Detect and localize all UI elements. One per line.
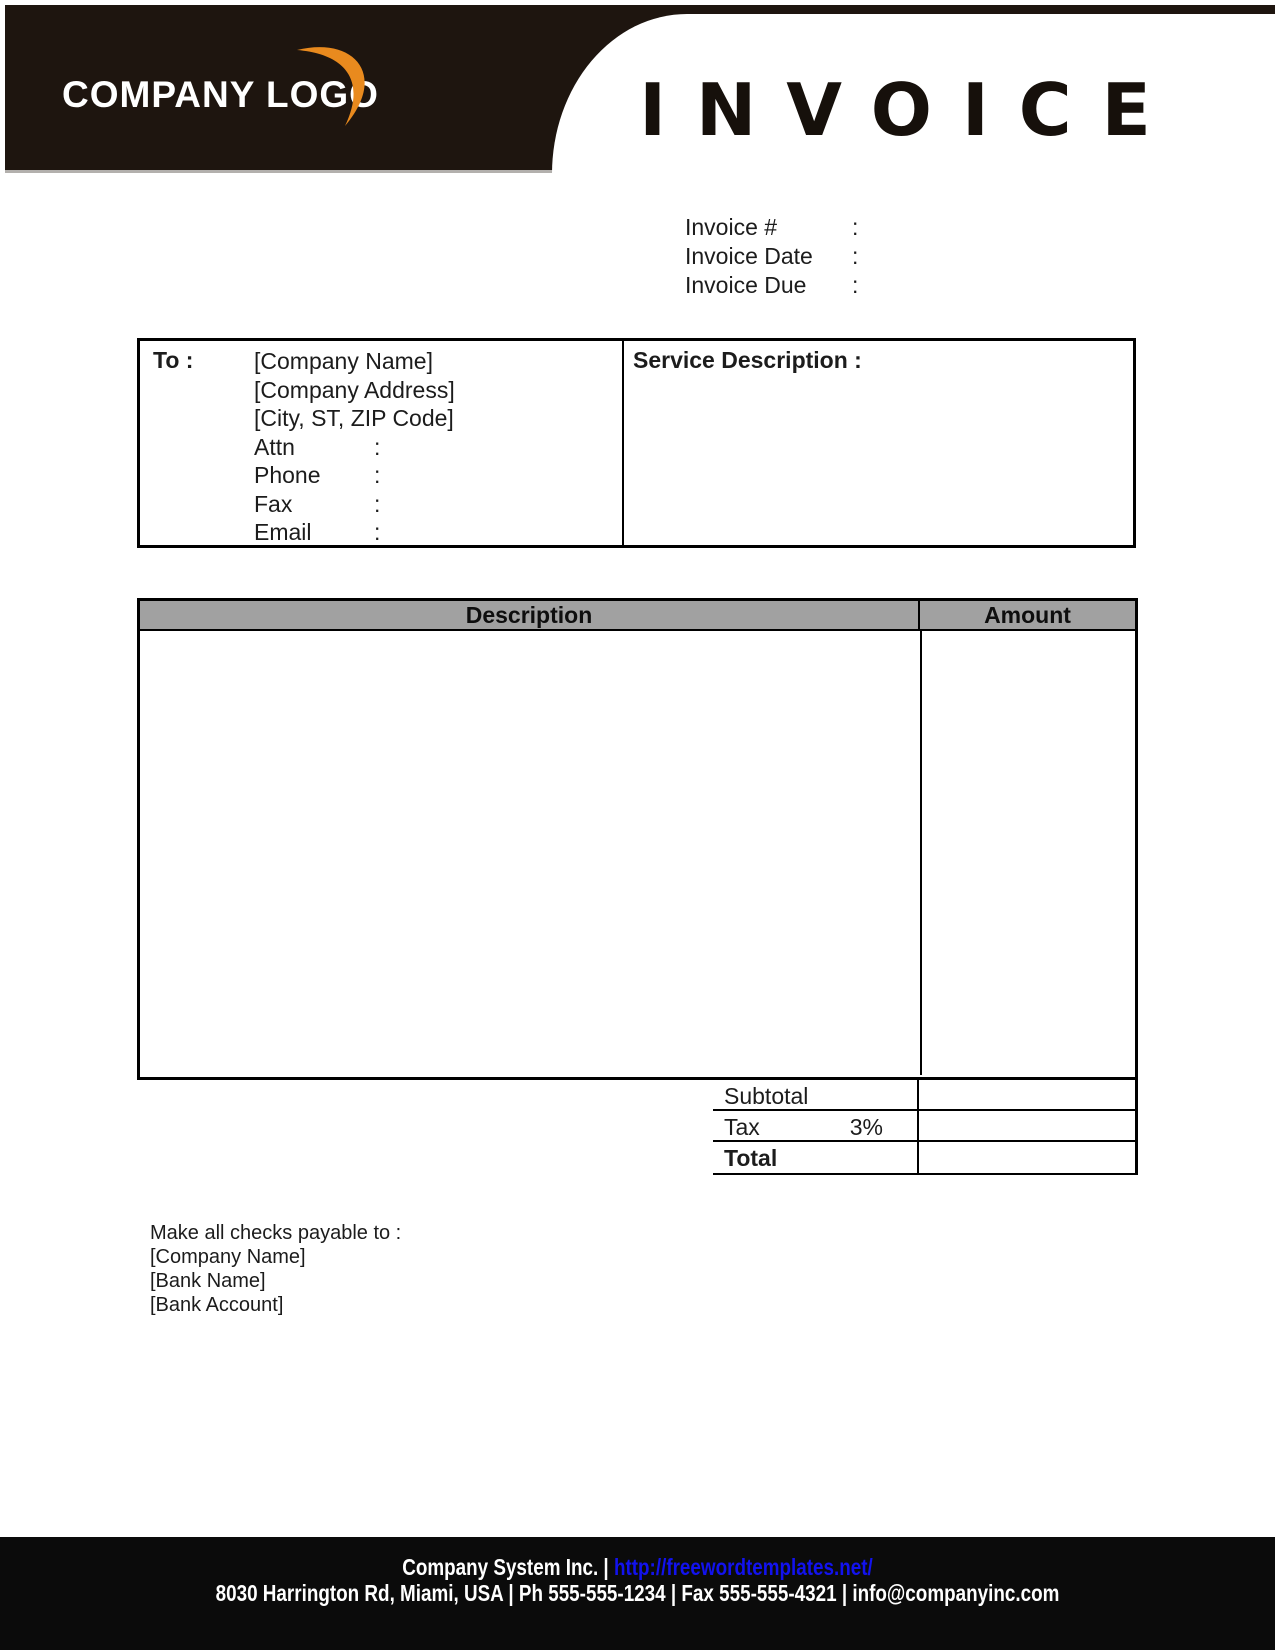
tax-label: Tax <box>724 1114 760 1140</box>
email-label: Email <box>254 519 312 545</box>
service-description-label: Service Description : <box>633 347 862 373</box>
tax-label-cell <box>713 1111 917 1140</box>
tax-rate: 3% <box>849 1114 883 1140</box>
phone-label: Phone <box>254 462 321 488</box>
recipient-company-address[interactable]: [Company Address] <box>254 376 455 403</box>
invoice-title: INVOICE <box>639 68 1181 152</box>
attn-label: Attn <box>254 433 295 460</box>
to-label: To : <box>153 347 194 373</box>
footer-line-2: 8030 Harrington Rd, Miami, USA | Ph 555-555-1234 | Fax 555-555-4321 | info@companyinc.com <box>215 1580 1060 1606</box>
invoice-date-row <box>685 242 858 271</box>
recipient-city-state-zip[interactable]: [City, ST, ZIP Code] <box>254 405 454 431</box>
attn-row <box>254 433 455 462</box>
subtotal-label: Subtotal <box>724 1083 809 1109</box>
subtotal-label-cell <box>713 1080 917 1109</box>
payee-bank-name: [Bank Name] <box>150 1270 266 1292</box>
separator: : <box>374 433 381 460</box>
description-column-header: Description <box>140 601 920 629</box>
fax-label: Fax <box>254 490 293 517</box>
email-row <box>254 518 455 547</box>
recipient-company-name[interactable]: [Company Name] <box>254 348 433 374</box>
invoice-number-label: Invoice # <box>685 214 778 240</box>
total-row <box>713 1142 1138 1175</box>
subtotal-value[interactable] <box>917 1080 1138 1109</box>
total-label: Total <box>724 1145 778 1171</box>
phone-row <box>254 461 455 490</box>
recipient-box <box>137 338 1136 548</box>
separator: : <box>374 519 381 545</box>
checks-payable-heading: Make all checks payable to : <box>150 1222 402 1244</box>
footer-line-1 <box>115 1554 1161 1580</box>
separator: : <box>852 243 859 269</box>
subtotal-row <box>713 1080 1138 1111</box>
amount-column-header: Amount <box>984 602 1071 628</box>
total-value[interactable] <box>917 1142 1138 1173</box>
tax-row <box>713 1111 1138 1142</box>
footer-template-link[interactable]: http://freewordtemplates.net/ <box>613 1554 873 1580</box>
separator: : <box>852 214 859 240</box>
separator: : <box>374 462 381 488</box>
totals-summary <box>713 1080 1138 1175</box>
fax-row <box>254 490 455 519</box>
logo-swoosh-icon <box>291 36 387 128</box>
payee-bank-account: [Bank Account] <box>150 1294 284 1316</box>
items-table <box>137 598 1138 1080</box>
footer-company: Company System Inc. | <box>402 1554 614 1580</box>
total-label-cell <box>713 1142 917 1175</box>
items-table-body[interactable] <box>140 631 1135 1075</box>
tax-value[interactable] <box>917 1111 1138 1140</box>
footer-bar <box>0 1537 1275 1650</box>
service-description-cell <box>622 341 1133 545</box>
invoice-due-row <box>685 271 858 300</box>
column-divider <box>920 631 922 1075</box>
separator: : <box>852 272 859 298</box>
payee-company-name: [Company Name] <box>150 1246 306 1268</box>
separator: : <box>374 490 381 517</box>
payment-info <box>150 1221 401 1317</box>
invoice-number-row <box>685 213 858 242</box>
invoice-date-label: Invoice Date <box>685 243 813 269</box>
invoice-meta <box>685 213 858 300</box>
company-logo-text: COMPANY LOGO <box>62 74 379 115</box>
recipient-details <box>254 347 455 547</box>
items-table-header <box>140 601 1135 631</box>
invoice-due-label: Invoice Due <box>685 272 807 298</box>
